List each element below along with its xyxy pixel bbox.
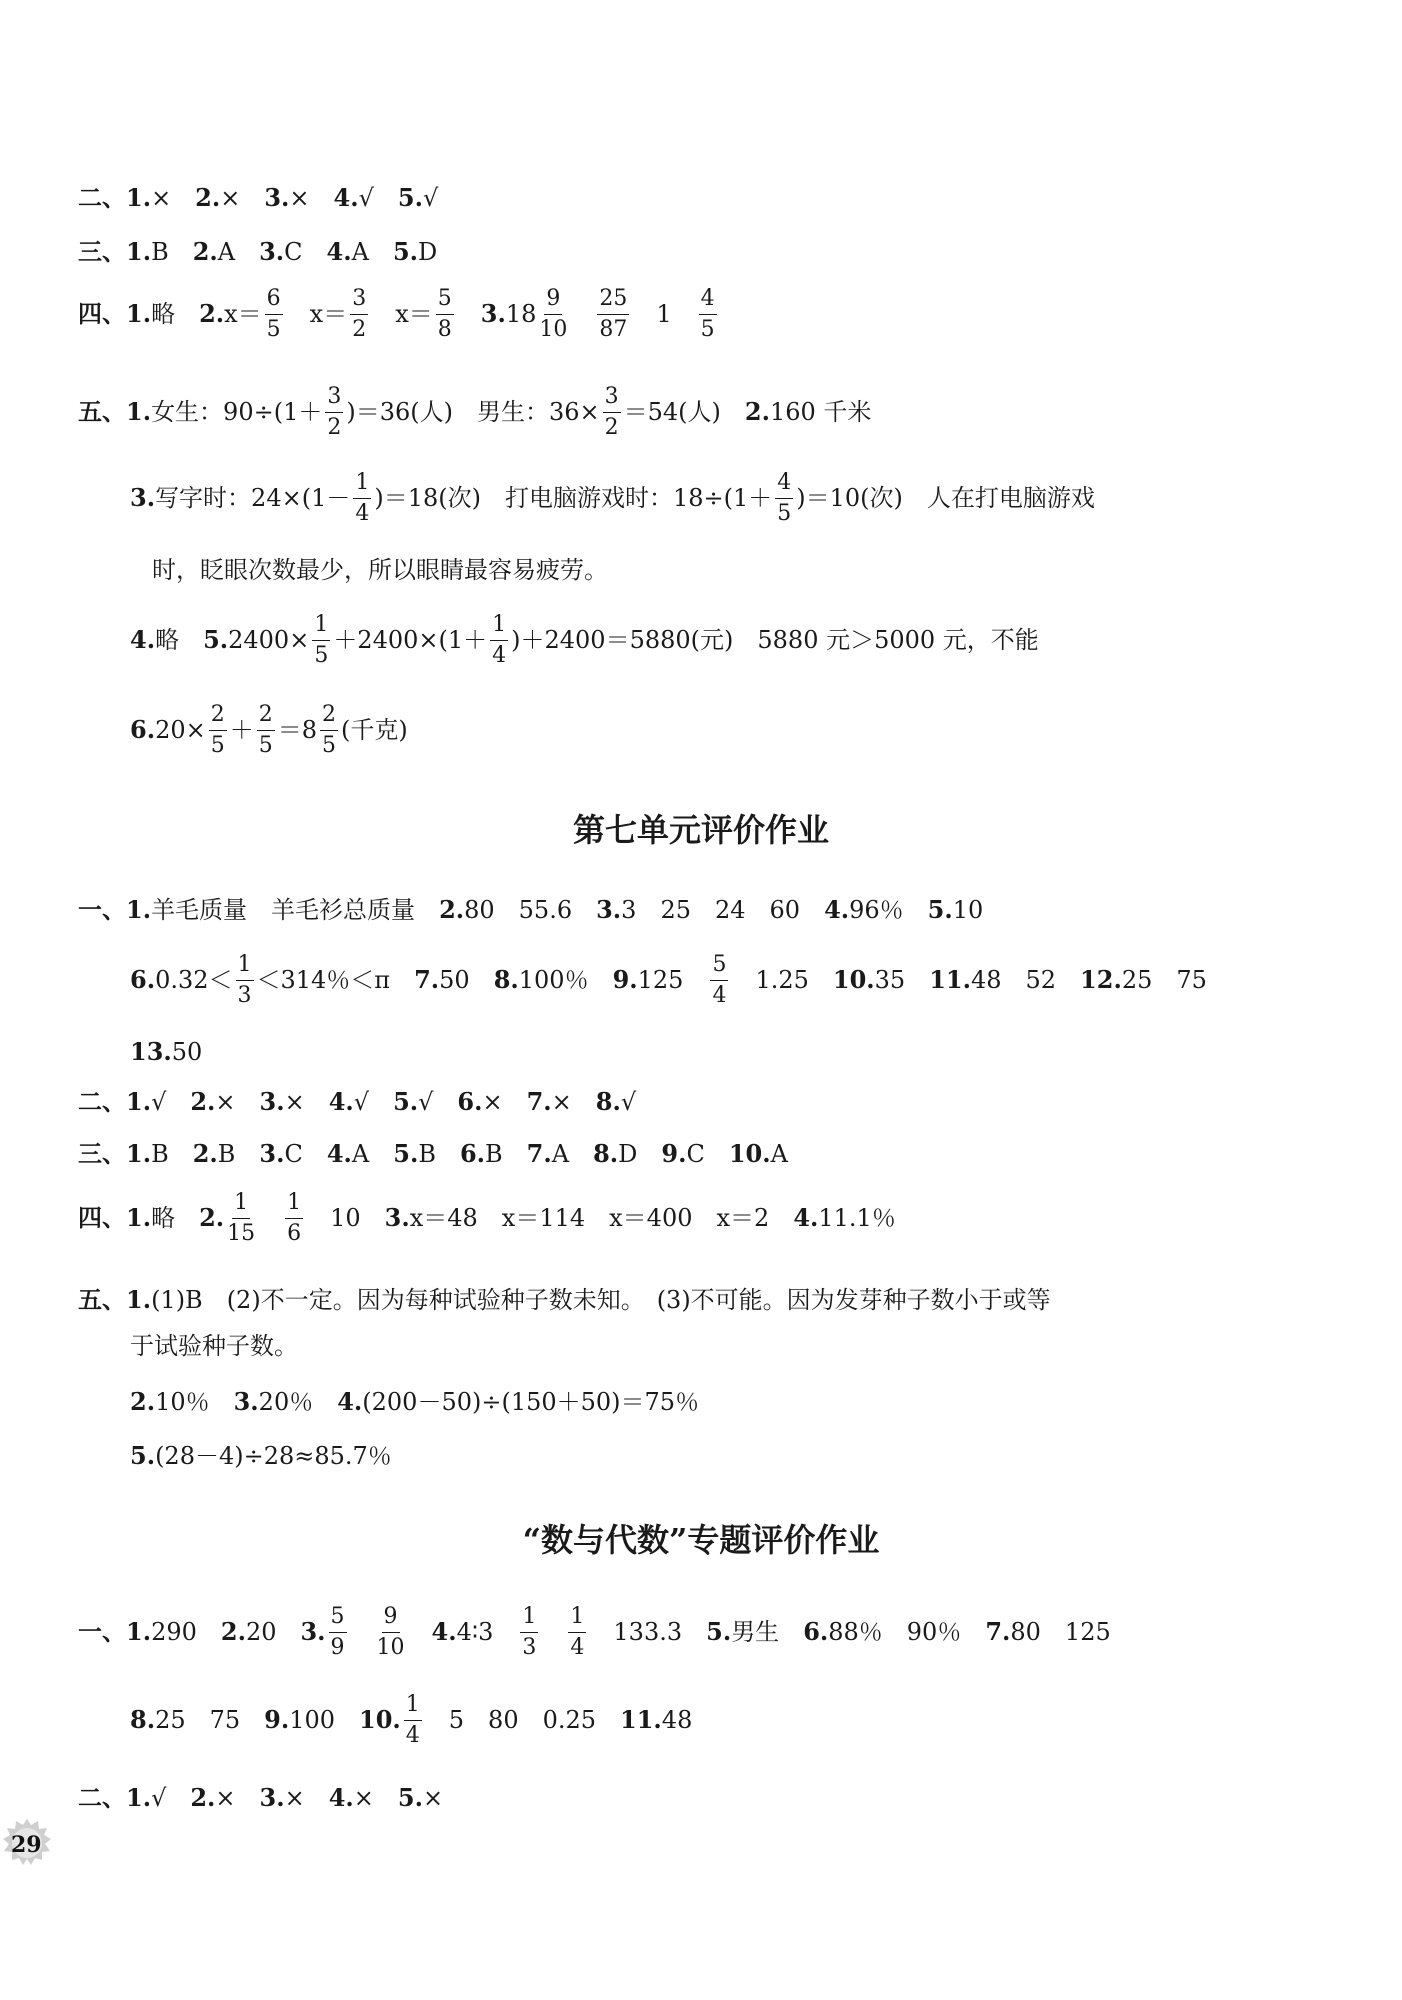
- fraction: $\frac{25}{87}$: [599, 286, 628, 342]
- fraction: $\frac{6}{5}$: [266, 286, 281, 342]
- alg-fill-line-2: 8. 25 75 9. 100 10. $\frac{1}{4}$ 5 80 0.25 11. 48: [130, 1692, 693, 1748]
- u7-choice-line: 三、 1. B 2. B 3. C 4. A 5. B 6. B 7. A 8. D 9. C 10. A: [78, 1139, 788, 1168]
- fraction: $\frac{3}{2}$: [352, 286, 367, 342]
- fraction: $\frac{4}{5}$: [700, 286, 715, 342]
- fraction: $\frac{4}{5}$: [777, 470, 792, 526]
- fraction: $\frac{1}{15}$: [227, 1190, 256, 1246]
- page-number-badge: [2, 1818, 52, 1868]
- u6-choice-line: 三、 1. B 2. A 3. C 4. A 5. D: [78, 237, 438, 266]
- fraction: $\frac{2}{5}$: [258, 702, 273, 758]
- fraction: $\frac{1}{3}$: [237, 952, 252, 1008]
- fraction: $\frac{3}{2}$: [327, 384, 342, 440]
- u6-problem-4-5: 4. 略 5. 2400× $\frac{1}{5}$ ＋2400×(1＋ $\frac{1}{4}$ )＋2400＝5880(元) 5880 元＞5000 元，不能: [130, 612, 1039, 668]
- u7-judge-line: 二、 1. √ 2. × 3. × 4. √ 5. √ 6. × 7. × 8. √: [78, 1087, 637, 1116]
- fraction: $\frac{9}{10}$: [539, 286, 568, 342]
- u6-judge-line: 二、 1. × 2. × 3. × 4. √ 5. √: [78, 183, 439, 212]
- fraction: $\frac{5}{4}$: [712, 952, 727, 1008]
- fraction: $\frac{1}{5}$: [314, 612, 329, 668]
- u6-calc-line: 四、 1. 略 2. x＝ $\frac{6}{5}$ x＝ $\frac{3}{2}$ x＝ $\frac{5}{8}$ 3. 18 $\frac{9}{10}$ $\frac{25}{87}$ 1 $\frac{4}{5}$: [78, 286, 715, 342]
- u7-fill-line-2: 6. 0.32＜ $\frac{1}{3}$ ＜314％＜π 7. 50 8. 100％ 9. 125 $\frac{5}{4}$ 1.25 10. 35 11. 48 52 12. 25 75: [130, 952, 1207, 1008]
- u7-problem-2-4: 2. 10％ 3. 20％ 4. (200－50)÷(150＋50)＝75％: [130, 1387, 700, 1416]
- page-number: 29: [11, 1832, 42, 1858]
- algebra-title: “数与代数”专题评价作业: [522, 1521, 880, 1559]
- u7-problem-1-cont: 于试验种子数。: [130, 1332, 298, 1360]
- unit7-title: 第七单元评价作业: [572, 811, 829, 849]
- fraction: $\frac{5}{9}$: [330, 1604, 345, 1660]
- u7-problem-1: 五、 1. (1)B (2)不一定。因为每种试验种子数未知。 (3)不可能。因为发芽种子数小于或等: [78, 1285, 1051, 1314]
- fraction: $\frac{1}{4}$: [570, 1604, 585, 1660]
- u7-calc-line: 四、 1. 略 2. $\frac{1}{15}$ $\frac{1}{6}$ 10 3. x＝48 x＝114 x＝400 x＝2 4. 11.1％: [78, 1190, 896, 1246]
- u7-fill-line-1: 一、 1. 羊毛质量 羊毛衫总质量 2. 80 55.6 3. 3 25 24 60 4. 96％ 5. 10: [78, 895, 984, 924]
- u6-problem-3-cont: 时，眨眼次数最少，所以眼睛最容易疲劳。: [152, 556, 608, 584]
- fraction: $\frac{9}{10}$: [376, 1604, 405, 1660]
- fraction: $\frac{2}{5}$: [210, 702, 225, 758]
- fraction: $\frac{1}{4}$: [492, 612, 507, 668]
- fraction: $\frac{3}{2}$: [604, 384, 619, 440]
- u6-problem-6: 6. 20× $\frac{2}{5}$ ＋ $\frac{2}{5}$ ＝8 $\frac{2}{5}$ (千克): [130, 702, 408, 758]
- alg-judge-line: 二、 1. √ 2. × 3. × 4. × 5. ×: [78, 1783, 444, 1812]
- u7-fill-line-3: 13. 50: [130, 1037, 203, 1066]
- fraction: $\frac{1}{4}$: [355, 470, 370, 526]
- fraction: $\frac{1}{4}$: [405, 1692, 420, 1748]
- u6-problem-line-1: 五、 1. 女生：90÷(1＋ $\frac{3}{2}$ )＝36(人) 男生：36× $\frac{3}{2}$ ＝54(人) 2. 160 千米: [78, 384, 872, 440]
- u6-problem-3: 3. 写字时：24×(1－ $\frac{1}{4}$ )＝18(次) 打电脑游戏时：18÷(1＋ $\frac{4}{5}$ )＝10(次) 人在打电脑游戏: [130, 470, 1095, 526]
- fraction: $\frac{5}{8}$: [437, 286, 452, 342]
- section-label: 二、: [78, 183, 126, 212]
- fraction: $\frac{2}{5}$: [322, 702, 336, 758]
- u7-problem-5: 5. (28－4)÷28≈85.7％: [130, 1441, 392, 1470]
- fraction: $\frac{1}{6}$: [287, 1190, 302, 1246]
- fraction: $\frac{1}{3}$: [522, 1604, 537, 1660]
- alg-fill-line-1: 一、 1. 290 2. 20 3. $\frac{5}{9}$ $\frac{9}{10}$ 4. 4∶3 $\frac{1}{3}$ $\frac{1}{4}$ 133.3 5. 男生 6. 88％ 90％ 7. 80 125: [78, 1604, 1111, 1660]
